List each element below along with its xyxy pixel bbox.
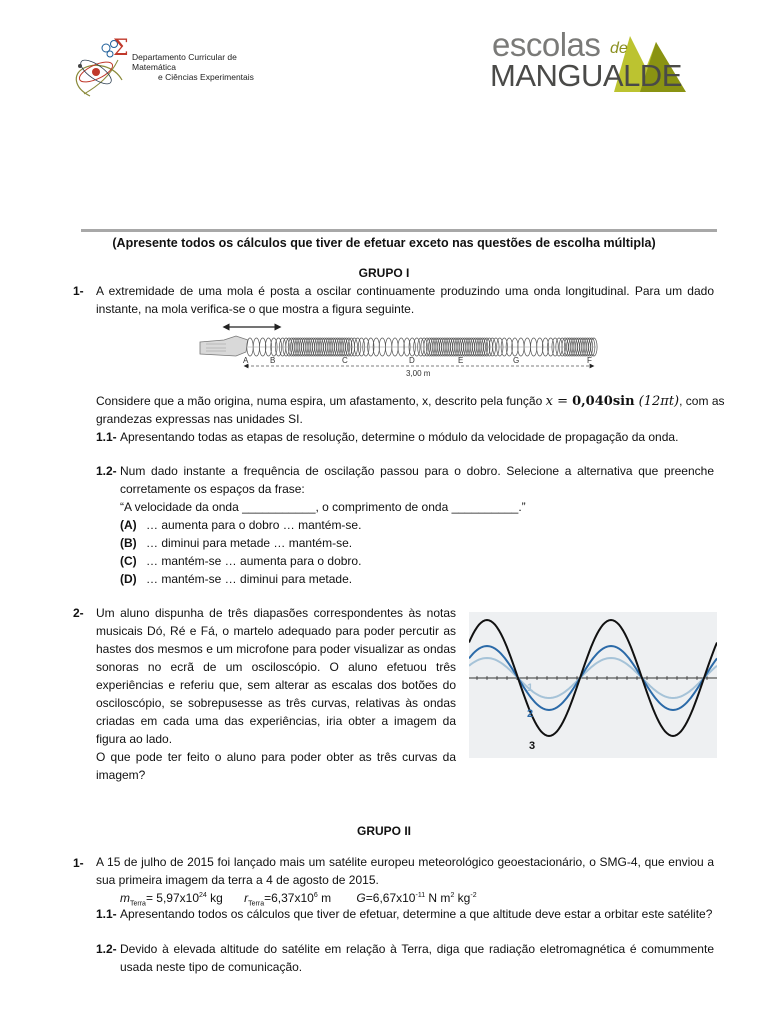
- question-1-2-number: 1.2-: [96, 464, 117, 478]
- formula-fn: sin: [612, 394, 635, 409]
- grupo-2-question-1-2-number: 1.2-: [96, 942, 117, 956]
- question-1-2-text: Num dado instante a frequência de oscilação passou para o dobro. Selecione a alternativa que preenche corretamente os espaços da frase:: [120, 464, 714, 496]
- grupo-2-question-1-2-text: Devido à elevada altitude do satélite em relação à Terra, diga que radiação eletromagnética é comummente usada neste tipo de comunicação.: [120, 942, 714, 974]
- question-2-text: Um aluno dispunha de três diapasões correspondentes às notas musicais Dó, Ré e Fá, o martelo adequado para poder percutir as hastes dos mesmos e um microfone para poder visualizar as ondas sonoras no ecrã de um osciloscópio. O aluno efetuou três experiências e referiu que, sem alterar as escalas dos botões do osciloscópio, se sobrepusesse as três curvas, relativas às ondas criadas em cada uma das experiências, iria obter a imagem da figura ao lado.: [96, 606, 456, 746]
- grupo-2-question-1-1-text: Apresentando todos os cálculos que tiver de efetuar, determine a que altitude deve estar a orbitar este satélite?: [120, 907, 713, 921]
- gravity-constant: $G=6,67x10^{-11}$ N $m^2$ $kg^{-2}$: [356, 891, 477, 905]
- option-b[interactable]: [120, 534, 352, 552]
- question-2-number: 2-: [73, 606, 84, 620]
- consider-end: , com as: [679, 394, 725, 408]
- logo-word-escolas: escolas: [492, 26, 601, 63]
- curve-label-3: 3: [529, 740, 536, 752]
- instruction: (Apresente todos os cálculos que tiver de efetuar exceto nas questões de escolha múltipla): [112, 236, 656, 250]
- spring-label-a: A: [243, 356, 249, 365]
- logo-word-de: de: [610, 40, 628, 57]
- question-1-number: 1-: [73, 284, 84, 298]
- department-line-1: Departamento Curricular de Matemática: [132, 52, 237, 72]
- option-a[interactable]: [120, 516, 361, 534]
- formula-num: 0,040: [572, 394, 613, 409]
- option-a-letter: (A): [120, 518, 137, 532]
- question-1-1-text: Apresentando todas as etapas de resolução, determine o módulo da velocidade de propagação da onda.: [120, 430, 679, 444]
- spring-label-f: F: [587, 356, 592, 365]
- formula-x: x: [545, 394, 553, 409]
- curve-label-1: 1: [527, 682, 534, 694]
- spring-distance: 3,00 m: [406, 369, 431, 378]
- option-c[interactable]: [120, 552, 361, 570]
- consider-line-2: grandezas expressas nas unidades SI.: [96, 412, 303, 426]
- formula-eq: =: [552, 394, 573, 409]
- logo-word-mangualde: MANGUALDE: [490, 58, 682, 93]
- option-b-text: … diminui para metade … mantém-se.: [146, 536, 353, 550]
- grupo-2-question-1-text: A 15 de julho de 2015 foi lançado mais um satélite europeu meteorológico geoestacionário, o SMG-4, que enviou a sua primeira imagem da terra a 4 de agosto de 2015.: [96, 855, 714, 887]
- option-a-text: … aumenta para o dobro … mantém-se.: [146, 518, 362, 532]
- oscilloscope-figure: [469, 612, 717, 758]
- option-d-letter: (D): [120, 572, 137, 586]
- option-d-text: … mantém-se … diminui para metade.: [146, 572, 353, 586]
- option-d[interactable]: [120, 570, 352, 588]
- sigma-symbol: Σ: [113, 36, 129, 61]
- grupo-1-title: GRUPO I: [358, 266, 410, 280]
- grupo-2-title: GRUPO II: [356, 824, 411, 838]
- spring-label-e: E: [458, 356, 464, 365]
- option-c-text: … mantém-se … aumenta para o dobro.: [146, 554, 362, 568]
- mass-constant: $m_{Terra}= 5,97x10^{24}$ kg: [120, 891, 223, 908]
- question-1-1-number: 1.1-: [96, 430, 117, 444]
- oscilloscope-waves: [469, 612, 717, 758]
- department-name: [132, 52, 282, 82]
- curve-label-2: 2: [527, 708, 534, 720]
- radius-constant: $r_{Terra}=6,37x10^6$ m: [244, 891, 332, 908]
- spring-label-d: D: [409, 356, 415, 365]
- formula-arg: (12πt): [634, 394, 680, 409]
- spring-figure: [196, 320, 612, 384]
- option-c-letter: (C): [120, 554, 137, 568]
- consider-text: Considere que a mão origina, numa espira, um afastamento, x, descrito pela função: [96, 394, 546, 408]
- header-rule: [81, 229, 717, 232]
- spring-label-g: G: [513, 356, 520, 365]
- consider-line: [96, 392, 725, 411]
- grupo-2-question-1-1-number: 1.1-: [96, 907, 117, 921]
- department-line-2: e Ciências Experimentais: [158, 72, 254, 82]
- question-1-text: A extremidade de uma mola é posta a oscilar continuamente produzindo uma onda longitudinal. Para um dado instante, na mola verifica-se o que mostra a figura seguinte.: [96, 284, 714, 316]
- school-logo: [490, 28, 705, 94]
- grupo-2-question-1-number: 1-: [73, 856, 84, 870]
- question-2-question: O que pode ter feito o aluno para poder obter as três curvas da imagem?: [96, 750, 456, 782]
- spring-label-b: B: [270, 356, 276, 365]
- question-1-2-quote: “A velocidade da onda ___________, o comprimento de onda __________.”: [120, 500, 526, 514]
- spring-label-c: C: [342, 356, 348, 365]
- option-b-letter: (B): [120, 536, 137, 550]
